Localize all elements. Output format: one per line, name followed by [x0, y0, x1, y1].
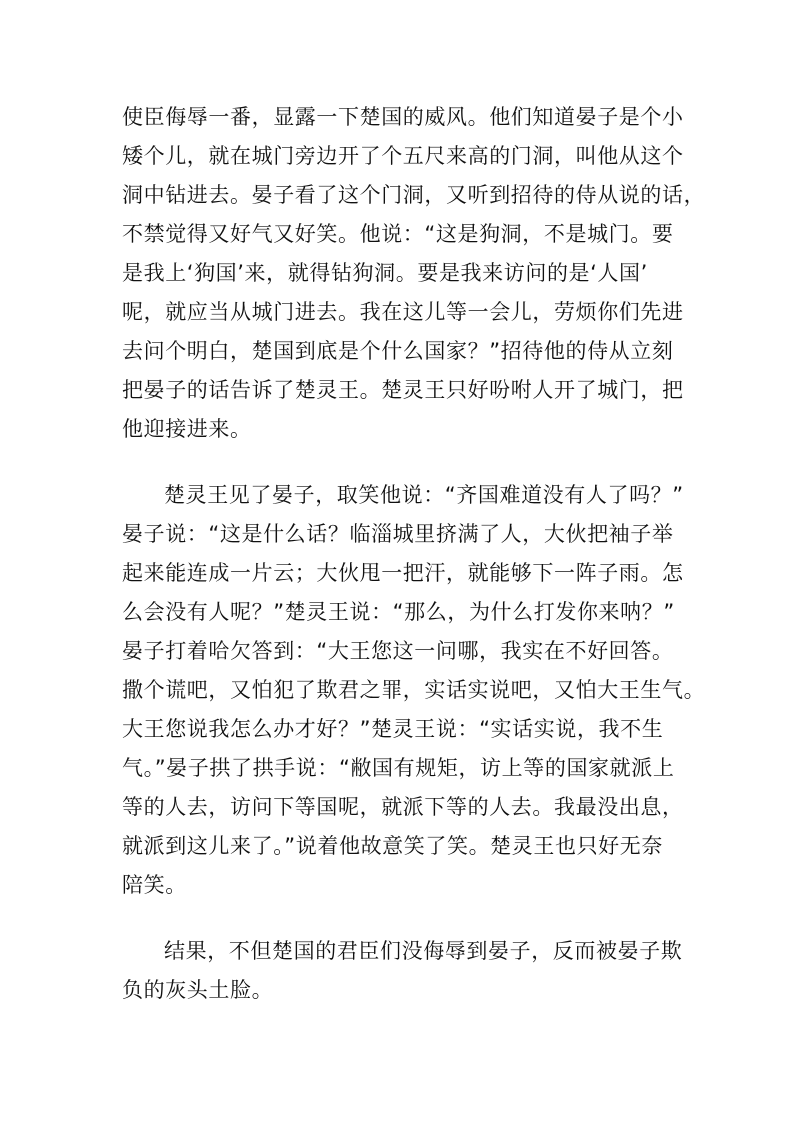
text-line: 是我上‘狗国’来，就得钻狗洞。要是我来访问的是‘人国’	[122, 261, 648, 285]
text-line: 起来能连成一片云；大伙甩一把汗，就能够下一阵子雨。怎	[122, 561, 684, 585]
text-line: 楚灵王见了晏子，取笑他说：“齐国难道没有人了吗？”	[164, 483, 684, 507]
text-line: 呢，就应当从城门进去。我在这儿等一会儿，劳烦你们先进	[122, 300, 684, 324]
text-line: 大王您说我怎么办才好？”楚灵王说：“实话实说，我不生	[122, 717, 664, 741]
text-line: 负的灰头土脸。	[122, 978, 274, 1002]
text-line: 气。”晏子拱了拱手说：“敝国有规矩，访上等的国家就派上	[122, 756, 675, 780]
text-line: 等的人去，访问下等国呢，就派下等的人去。我最没出息，	[122, 795, 684, 819]
text-line: 洞中钻进去。晏子看了这个门洞，又听到招待的侍从说的话，	[122, 183, 706, 207]
text-line: 结果，不但楚国的君臣们没侮辱到晏子，反而被晏子欺	[164, 939, 683, 963]
text-line: 晏子说：“这是什么话？临淄城里挤满了人，大伙把袖子举	[122, 522, 674, 546]
text-line: 把晏子的话告诉了楚灵王。楚灵王只好吩咐人开了城门，把	[122, 378, 684, 402]
text-line: 撒个谎吧，又怕犯了欺君之罪，实话实说吧，又怕大王生气。	[122, 678, 706, 702]
text-line: 去问个明白，楚国到底是个什么国家？”招待他的侍从立刻	[122, 339, 674, 363]
text-line: 使臣侮辱一番，显露一下楚国的威风。他们知道晏子是个小	[122, 105, 684, 129]
text-line: 他迎接进来。	[122, 417, 252, 441]
text-line: 陪笑。	[122, 873, 187, 897]
text-line: 么会没有人呢？”楚灵王说：“那么，为什么打发你来呐？”	[122, 600, 675, 624]
text-line: 就派到这儿来了。”说着他故意笑了笑。楚灵王也只好无奈	[122, 834, 663, 858]
text-line: 晏子打着哈欠答到：“大王您这一问哪，我实在不好回答。	[122, 639, 674, 663]
text-line: 矮个儿，就在城门旁边开了个五尺来高的门洞，叫他从这个	[122, 144, 684, 168]
text-line: 不禁觉得又好气又好笑。他说：“这是狗洞，不是城门。要	[122, 222, 674, 246]
